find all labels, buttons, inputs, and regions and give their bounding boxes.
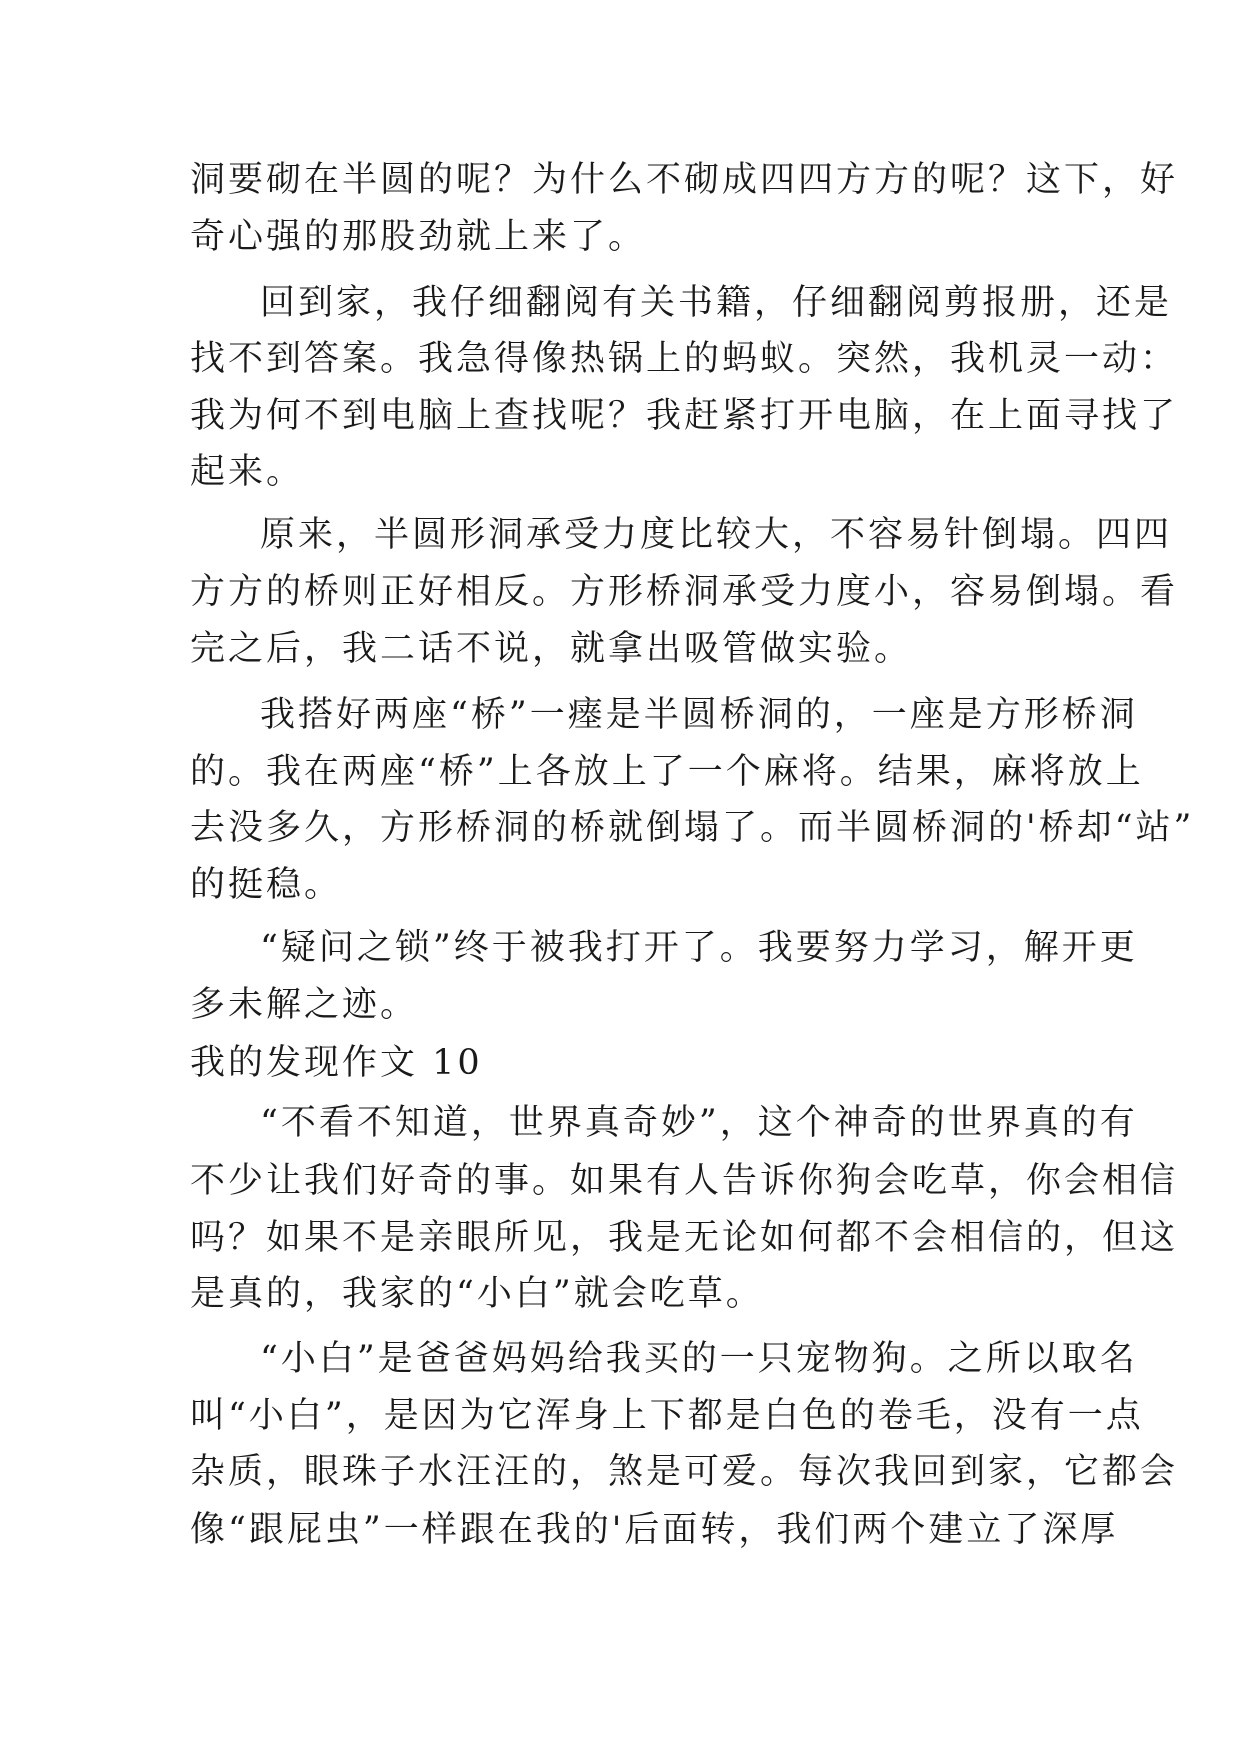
text-line: 完之后，我二话不说，就拿出吸管做实验。	[190, 629, 913, 669]
text-line: 杂质，眼珠子水汪汪的，煞是可爱。每次我回到家，它都会	[190, 1452, 1179, 1492]
text-line: 的挺稳。	[190, 865, 343, 905]
paragraph-start-line: “不看不知道，世界真奇妙”，这个神奇的世界真的有	[260, 1103, 1138, 1143]
paragraph-start-line: “小白”是爸爸妈妈给我买的一只宠物狗。之所以取名	[260, 1339, 1138, 1379]
text-line: 的。我在两座“桥”上各放上了一个麻将。结果，麻将放上	[190, 752, 1144, 792]
text-line: 吗？如果不是亲眼所见，我是无论如何都不会相信的，但这	[190, 1218, 1179, 1258]
text-line: 洞要砌在半圆的呢？为什么不砌成四四方方的呢？这下，好	[190, 160, 1179, 200]
paragraph-start-line: 原来，半圆形洞承受力度比较大，不容易针倒塌。四四	[260, 515, 1173, 555]
text-line: 是真的，我家的“小白”就会吃草。	[190, 1274, 764, 1314]
paragraph-start-line: 回到家，我仔细翻阅有关书籍，仔细翻阅剪报册，还是	[260, 283, 1173, 323]
text-line: 像“跟屁虫”一样跟在我的'后面转，我们两个建立了深厚	[190, 1510, 1119, 1550]
section-heading: 我的发现作文 10	[190, 1043, 483, 1083]
text-line: 叫“小白”，是因为它浑身上下都是白色的卷毛，没有一点	[190, 1396, 1144, 1436]
text-line: 找不到答案。我急得像热锅上的蚂蚁。突然，我机灵一动：	[190, 339, 1179, 379]
text-line: 不少让我们好奇的事。如果有人告诉你狗会吃草，你会相信	[190, 1161, 1179, 1201]
paragraph-start-line: 我搭好两座“桥”一瘗是半圆桥洞的，一座是方形桥洞	[260, 695, 1138, 735]
text-line: 奇心强的那股劲就上来了。	[190, 217, 647, 257]
text-line: 去没多久，方形桥洞的桥就倒塌了。而半圆桥洞的'桥却“站”	[190, 808, 1195, 848]
paragraph-start-line: “疑问之锁”终于被我打开了。我要努力学习，解开更	[260, 928, 1138, 968]
text-line: 方方的桥则正好相反。方形桥洞承受力度小，容易倒塌。看	[190, 572, 1179, 612]
text-line: 多未解之迹。	[190, 985, 419, 1025]
text-line: 我为何不到电脑上查找呢？我赶紧打开电脑，在上面寻找了	[190, 396, 1179, 436]
text-line: 起来。	[190, 452, 305, 492]
